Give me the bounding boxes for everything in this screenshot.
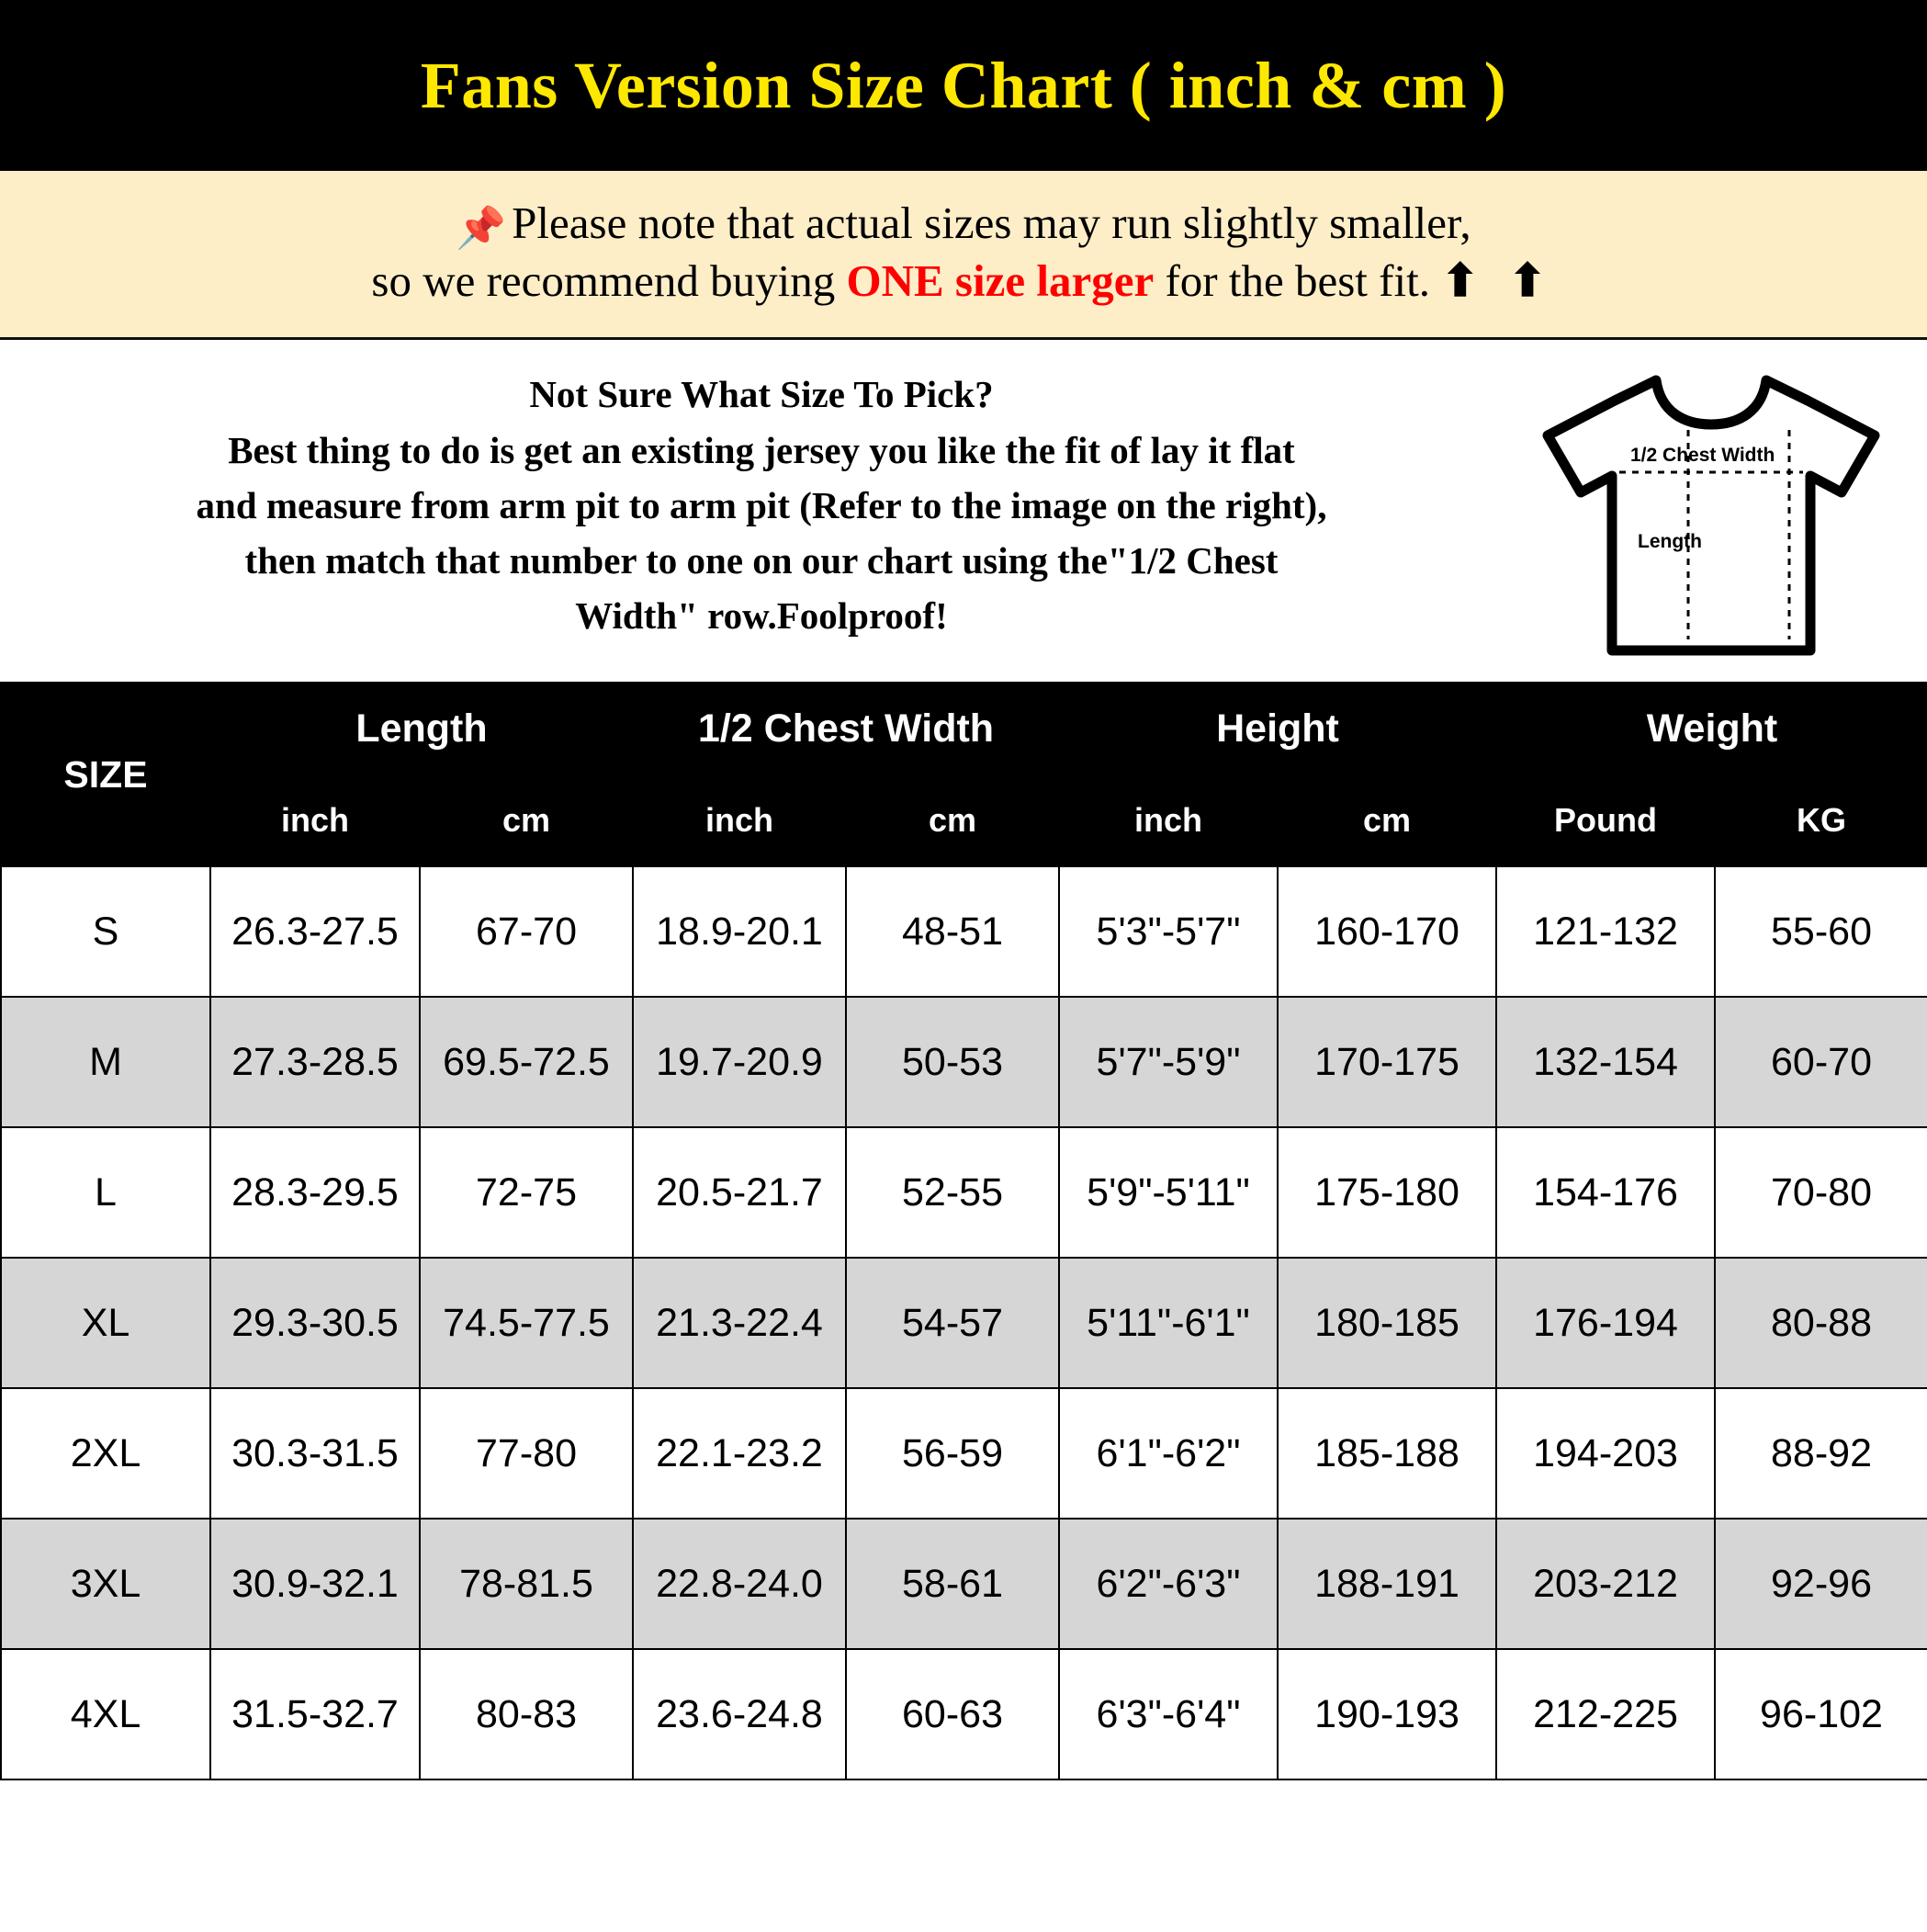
note-line-2 — [37, 253, 1890, 311]
cell-chest-cm: 54-57 — [846, 1258, 1059, 1388]
table-row — [1, 1649, 1927, 1779]
cell-weight-pound: 176-194 — [1496, 1258, 1715, 1388]
cell-length-cm: 80-83 — [420, 1649, 633, 1779]
header-unit-chest-inch: inch — [633, 774, 846, 866]
header-group-length: Length — [210, 683, 633, 774]
cell-weight-pound: 212-225 — [1496, 1649, 1715, 1779]
header-unit-length-cm: cm — [420, 774, 633, 866]
advice-heading: Not Sure What Size To Pick? — [529, 373, 994, 416]
note-text-2-post: for the best fit. — [1154, 254, 1430, 306]
cell-chest-inch: 22.1-23.2 — [633, 1388, 846, 1519]
cell-height-inch: 5'11"-6'1" — [1059, 1258, 1278, 1388]
cell-size: 2XL — [1, 1388, 210, 1519]
cell-chest-cm: 60-63 — [846, 1649, 1059, 1779]
cell-weight-pound: 132-154 — [1496, 997, 1715, 1127]
cell-length-inch: 30.9-32.1 — [210, 1519, 420, 1649]
cell-chest-inch: 19.7-20.9 — [633, 997, 846, 1127]
cell-size: L — [1, 1127, 210, 1258]
cell-size: 4XL — [1, 1649, 210, 1779]
cell-length-inch: 27.3-28.5 — [210, 997, 420, 1127]
note-line-1 — [37, 195, 1890, 253]
cell-length-inch: 26.3-27.5 — [210, 866, 420, 997]
cell-length-inch: 30.3-31.5 — [210, 1388, 420, 1519]
cell-weight-kg: 60-70 — [1715, 997, 1927, 1127]
cell-length-inch: 31.5-32.7 — [210, 1649, 420, 1779]
table-head — [1, 683, 1927, 866]
cell-height-cm: 188-191 — [1278, 1519, 1496, 1649]
cell-height-cm: 170-175 — [1278, 997, 1496, 1127]
cell-weight-kg: 88-92 — [1715, 1388, 1927, 1519]
advice-section — [0, 340, 1927, 682]
cell-weight-kg: 92-96 — [1715, 1519, 1927, 1649]
shirt-diagram-wrap — [1514, 360, 1909, 667]
cell-height-inch: 5'7"-5'9" — [1059, 997, 1278, 1127]
header-unit-chest-cm: cm — [846, 774, 1059, 866]
cell-size: 3XL — [1, 1519, 210, 1649]
cell-chest-cm: 56-59 — [846, 1388, 1059, 1519]
note-band — [0, 171, 1927, 340]
header-unit-height-cm: cm — [1278, 774, 1496, 866]
cell-weight-pound: 194-203 — [1496, 1388, 1715, 1519]
cell-size: S — [1, 866, 210, 997]
cell-weight-pound: 154-176 — [1496, 1127, 1715, 1258]
cell-weight-kg: 70-80 — [1715, 1127, 1927, 1258]
cell-chest-cm: 50-53 — [846, 997, 1059, 1127]
cell-height-inch: 5'9"-5'11" — [1059, 1127, 1278, 1258]
header-unit-weight-kg: KG — [1715, 774, 1927, 866]
cell-chest-inch: 22.8-24.0 — [633, 1519, 846, 1649]
cell-length-cm: 77-80 — [420, 1388, 633, 1519]
cell-height-cm: 175-180 — [1278, 1127, 1496, 1258]
cell-chest-cm: 58-61 — [846, 1519, 1059, 1649]
table-row — [1, 1127, 1927, 1258]
header-group-weight: Weight — [1496, 683, 1927, 774]
up-arrows-icon: ⬆ ⬆ — [1441, 254, 1556, 306]
header-group-chest: 1/2 Chest Width — [633, 683, 1059, 774]
advice-line-2: and measure from arm pit to arm pit (Refer to the image on the right), — [196, 483, 1327, 526]
chest-width-label: 1/2 Chest Width — [1630, 445, 1775, 467]
cell-chest-inch: 18.9-20.1 — [633, 866, 846, 997]
cell-weight-kg: 55-60 — [1715, 866, 1927, 997]
table-row — [1, 1388, 1927, 1519]
header-size: SIZE — [1, 683, 210, 866]
advice-line-4: Width" row.Foolproof! — [575, 594, 948, 638]
cell-length-cm: 72-75 — [420, 1127, 633, 1258]
cell-weight-pound: 203-212 — [1496, 1519, 1715, 1649]
cell-weight-kg: 80-88 — [1715, 1258, 1927, 1388]
note-text-2-pre: so we recommend buying — [371, 254, 847, 306]
title-bar — [0, 0, 1927, 171]
cell-length-cm: 69.5-72.5 — [420, 997, 633, 1127]
cell-chest-inch: 20.5-21.7 — [633, 1127, 846, 1258]
cell-length-cm: 67-70 — [420, 866, 633, 997]
cell-height-cm: 180-185 — [1278, 1258, 1496, 1388]
table-row — [1, 1519, 1927, 1649]
note-text-1: Please note that actual sizes may run slightly smaller, — [512, 198, 1471, 248]
cell-chest-inch: 23.6-24.8 — [633, 1649, 846, 1779]
cell-weight-pound: 121-132 — [1496, 866, 1715, 997]
cell-length-inch: 28.3-29.5 — [210, 1127, 420, 1258]
cell-height-inch: 6'1"-6'2" — [1059, 1388, 1278, 1519]
length-label: Length — [1638, 531, 1702, 553]
cell-height-cm: 160-170 — [1278, 866, 1496, 997]
cell-weight-kg: 96-102 — [1715, 1649, 1927, 1779]
cell-chest-cm: 52-55 — [846, 1127, 1059, 1258]
tshirt-diagram-icon — [1527, 364, 1895, 667]
table-unit-header-row — [1, 774, 1927, 866]
pin-icon: 📌 — [456, 206, 507, 251]
cell-length-cm: 74.5-77.5 — [420, 1258, 633, 1388]
advice-line-1: Best thing to do is get an existing jersey you like the fit of lay it flat — [228, 428, 1295, 471]
header-unit-weight-pound: Pound — [1496, 774, 1715, 866]
advice-text — [18, 360, 1504, 644]
note-highlight: ONE size larger — [846, 254, 1155, 306]
cell-height-cm: 190-193 — [1278, 1649, 1496, 1779]
cell-height-cm: 185-188 — [1278, 1388, 1496, 1519]
table-row — [1, 997, 1927, 1127]
table-body — [1, 866, 1927, 1779]
header-unit-length-inch: inch — [210, 774, 420, 866]
table-group-header-row — [1, 683, 1927, 774]
cell-height-inch: 6'3"-6'4" — [1059, 1649, 1278, 1779]
cell-size: XL — [1, 1258, 210, 1388]
cell-chest-cm: 48-51 — [846, 866, 1059, 997]
cell-length-inch: 29.3-30.5 — [210, 1258, 420, 1388]
advice-line-3: then match that number to one on our chart using the"1/2 Chest — [244, 539, 1279, 582]
table-row — [1, 1258, 1927, 1388]
header-group-height: Height — [1059, 683, 1496, 774]
size-table — [0, 682, 1927, 1780]
cell-height-inch: 6'2"-6'3" — [1059, 1519, 1278, 1649]
cell-chest-inch: 21.3-22.4 — [633, 1258, 846, 1388]
header-unit-height-inch: inch — [1059, 774, 1278, 866]
cell-size: M — [1, 997, 210, 1127]
page-title: Fans Version Size Chart ( inch & cm ) — [420, 48, 1507, 122]
cell-length-cm: 78-81.5 — [420, 1519, 633, 1649]
table-row — [1, 866, 1927, 997]
cell-height-inch: 5'3"-5'7" — [1059, 866, 1278, 997]
